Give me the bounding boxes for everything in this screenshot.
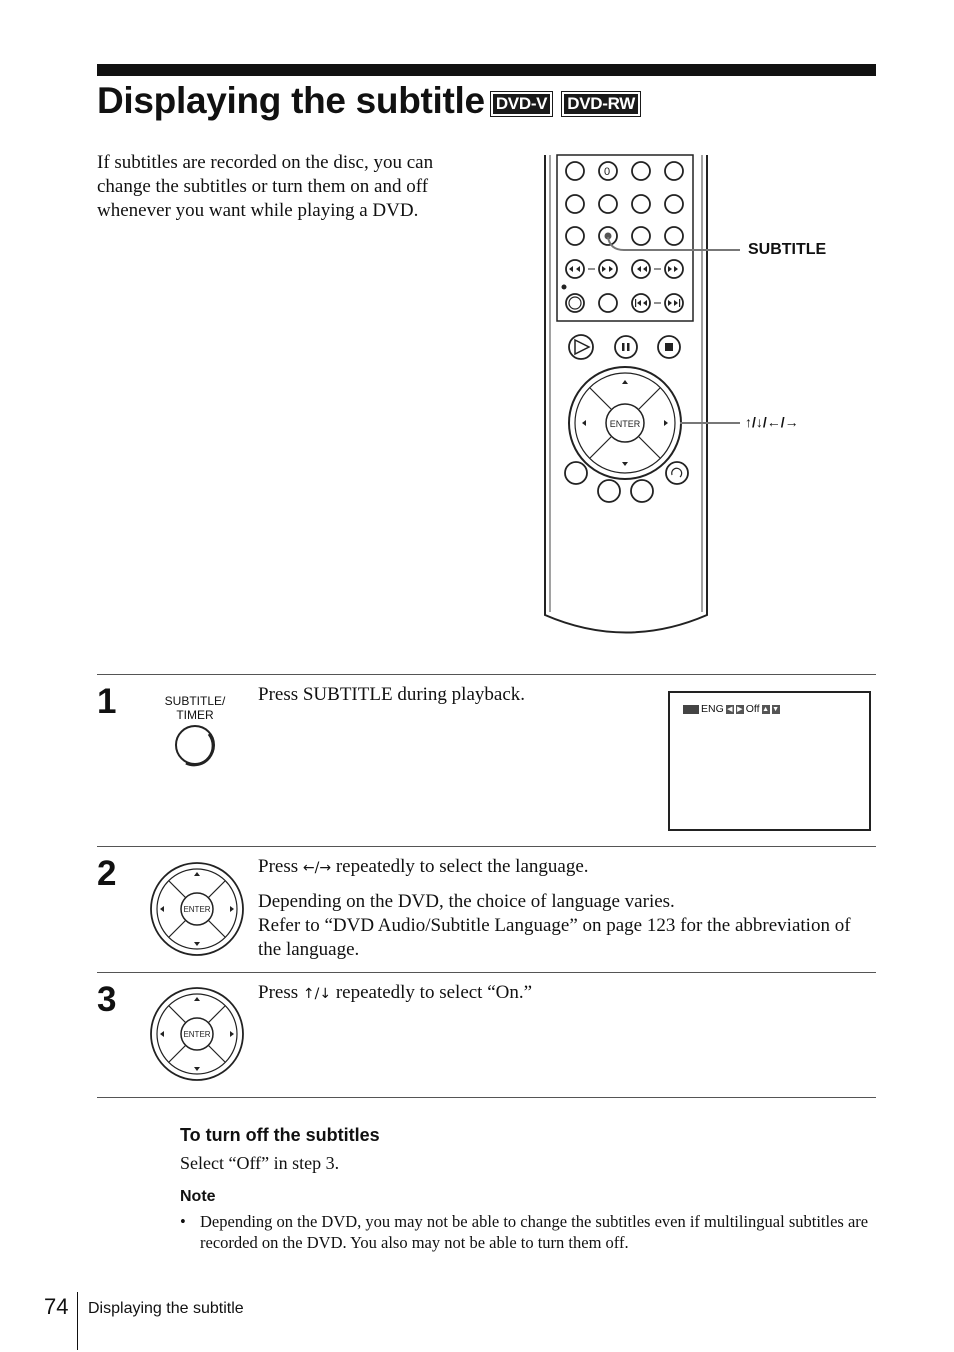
note-item <box>180 1211 880 1253</box>
osd-state: Off <box>745 703 760 715</box>
remote-zero-key: 0 <box>603 166 611 178</box>
note-bullet: • <box>180 1212 186 1231</box>
step-2-detail-1: Depending on the DVD, the choice of language varies. <box>258 891 675 912</box>
osd-language: ENG <box>701 703 724 715</box>
turn-off-heading: To turn off the subtitles <box>180 1125 380 1145</box>
step-2-text-post: repeatedly to select the language. <box>335 856 589 877</box>
dpad-enter-label: ENTER <box>183 1030 211 1039</box>
step-divider <box>97 846 876 847</box>
badge-dvd-rw: DVD-RW <box>564 94 638 114</box>
step-1-text: Press SUBTITLE during playback. <box>258 684 526 705</box>
steps-end-divider <box>97 1097 876 1098</box>
subtitle-callout-label: SUBTITLE <box>748 241 827 258</box>
remote-control-illustration <box>540 150 870 645</box>
step-2-text-pre: Press <box>258 856 299 877</box>
subtitle-button-icon <box>172 722 220 770</box>
note-text: Depending on the DVD, you may not be able to change the subtitles even if multilingual subtitles are recorded on the DVD. You also may not be able to turn them off. <box>200 1212 869 1252</box>
turn-off-text: Select “Off” in step 3. <box>180 1153 340 1173</box>
up-down-arrows: ↑/↓ <box>302 986 332 1002</box>
footer-separator <box>77 1292 78 1350</box>
footer-section-title: Displaying the subtitle <box>88 1300 244 1317</box>
step-3-text <box>258 981 878 1006</box>
subtitle-timer-label-line2: TIMER <box>176 708 214 722</box>
left-arrow-icon: ◀ <box>727 705 733 713</box>
enter-dpad-icon <box>148 985 246 1083</box>
step-divider <box>97 972 876 973</box>
arrows-callout-label: ↑/↓/←/→ <box>745 414 799 430</box>
step-divider <box>97 674 876 675</box>
subtitle-timer-label-line1: SUBTITLE/ <box>164 694 226 708</box>
note-heading: Note <box>180 1188 216 1205</box>
dpad-enter-label: ENTER <box>183 905 211 914</box>
step-number-3: 3 <box>97 980 117 1019</box>
down-arrow-icon: ▼ <box>772 705 780 713</box>
subtitle-timer-label <box>155 694 235 722</box>
osd-subtitle-bar <box>683 703 780 715</box>
step-3-text-pre: Press <box>258 982 299 1003</box>
step-2-text <box>258 855 878 962</box>
page-title-text: Displaying the subtitle <box>97 80 485 121</box>
step-2-detail-2: Refer to “DVD Audio/Subtitle Language” on page 123 for the abbreviation of the language. <box>258 915 851 960</box>
page-number: 74 <box>44 1294 69 1319</box>
right-arrow-icon: ▶ <box>737 705 743 713</box>
header-rule <box>97 64 876 76</box>
step-number-2: 2 <box>97 854 117 893</box>
step-number-1: 1 <box>97 682 117 721</box>
left-right-arrows: ←/→ <box>302 860 332 876</box>
page-title <box>97 80 638 122</box>
remote-enter-label: ENTER <box>609 419 641 429</box>
subtitle-osd-icon <box>683 705 699 714</box>
up-arrow-icon: ▲ <box>762 705 770 713</box>
enter-dpad-icon <box>148 860 246 958</box>
step-2-instruction <box>258 855 878 880</box>
intro-paragraph: If subtitles are recorded on the disc, you can change the subtitles or turn them on and off whenever you want while playing a DVD. <box>97 152 434 221</box>
step-3-text-post: repeatedly to select “On.” <box>335 982 533 1003</box>
badge-dvd-v: DVD-V <box>493 94 550 114</box>
